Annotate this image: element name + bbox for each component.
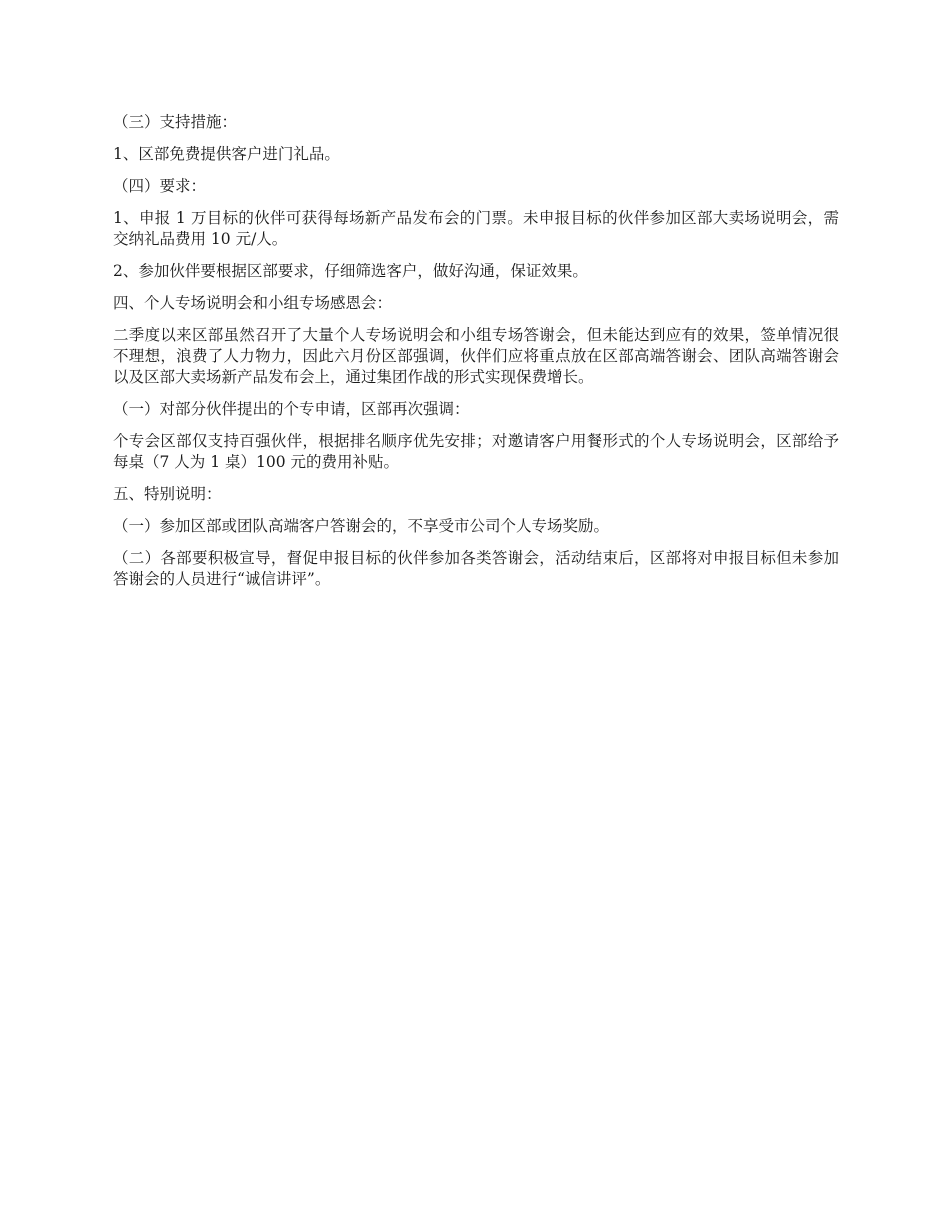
subheading-applications: （一）对部分伙伴提出的个专申请，区部再次强调：	[113, 400, 470, 418]
document-body	[113, 112, 839, 601]
heading-requirements: （四）要求：	[113, 177, 207, 195]
paragraph-second-quarter: 二季度以来区部虽然召开了大量个人专场说明会和小组专场答谢会，但未能达到应有的效果，签单情况很不理想，浪费了人力物力，因此六月份区部强调，伙伴们应将重点放在区部高端答谢会、团队高端答谢会以及区部大卖场新产品发布会上，通过集团作战的形式实现保费增长。	[113, 326, 839, 386]
section-heading-special-notes: 五、特别说明：	[113, 485, 222, 503]
note-item-integrity-review: （二）各部要积极宣导，督促申报目标的伙伴参加各类答谢会，活动结束后，区部将对申报目标但未参加答谢会的人员进行“诚信讲评”。	[113, 549, 839, 588]
list-item-free-gifts: 1、区部免费提供客户进门礼品。	[113, 145, 340, 163]
list-item-screen-customers: 2、参加伙伴要根据区部要求，仔细筛选客户，做好沟通，保证效果。	[113, 262, 588, 280]
paragraph-subsidy: 个专会区部仅支持百强伙伴，根据排名顺序优先安排；对邀请客户用餐形式的个人专场说明会，区部给予每桌（7 人为 1 桌）100 元的费用补贴。	[113, 432, 839, 471]
list-item-ticket-requirement: 1、申报 1 万目标的伙伴可获得每场新产品发布会的门票。未申报目标的伙伴参加区部大卖场说明会，需交纳礼品费用 10 元/人。	[113, 209, 839, 248]
section-heading-individual-sessions: 四、个人专场说明会和小组专场感恩会：	[113, 294, 393, 312]
note-item-no-reward: （一）参加区部或团队高端客户答谢会的，不享受市公司个人专场奖励。	[113, 517, 610, 535]
heading-support-measures: （三）支持措施：	[113, 113, 238, 131]
